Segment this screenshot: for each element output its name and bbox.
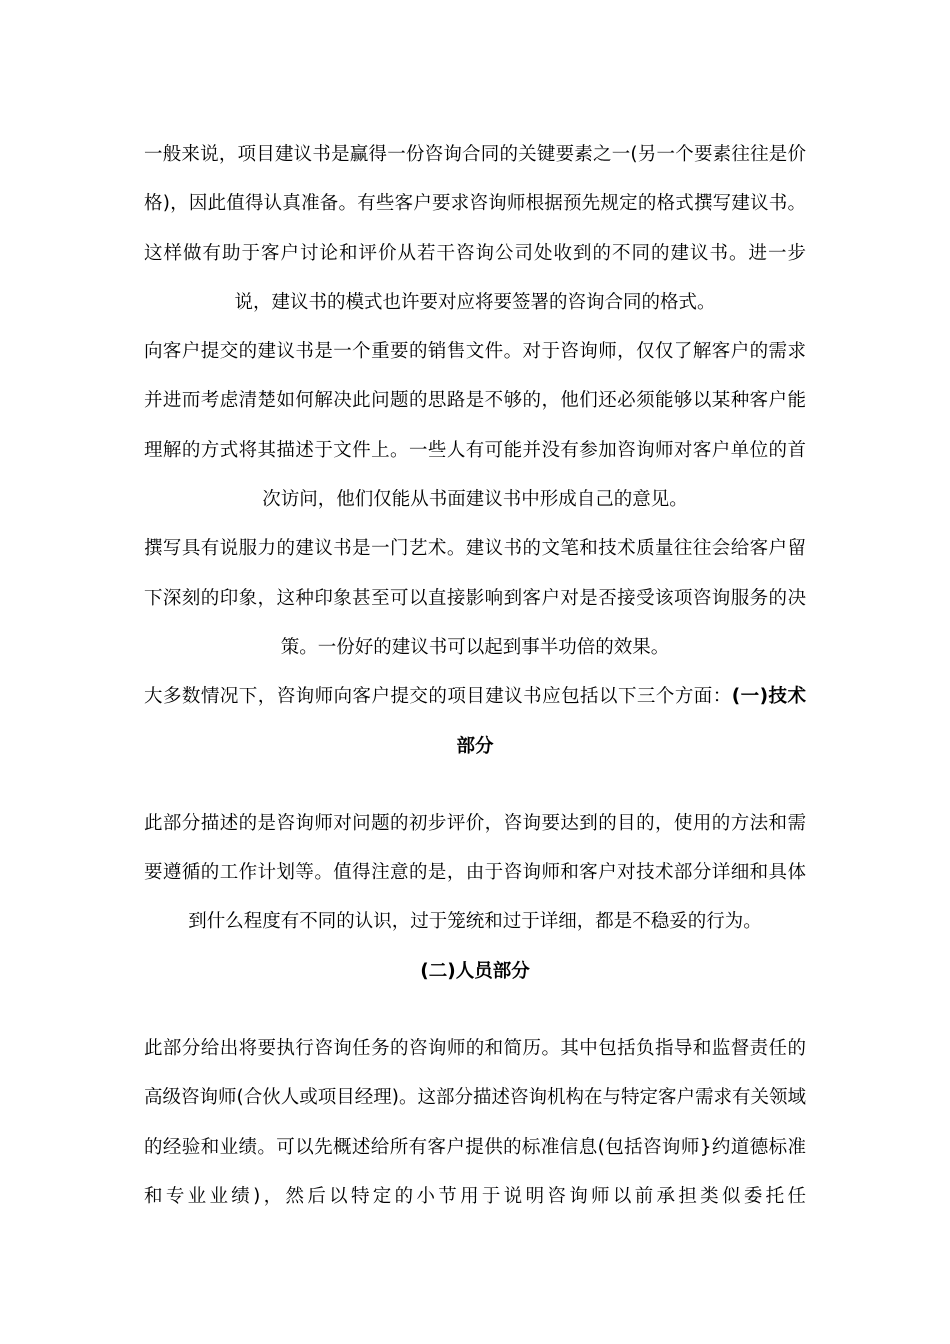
paragraph-personnel-description: 此部分给出将要执行咨询任务的咨询师的和简历。其中包括负指导和监督责任的高级咨询师(合伙人或项目经理)。这部分描述咨询机构在与特定客户需求有关领域的经验和业绩。可以先概述给所有客户提供的标准信息(包括咨询师}约道德标准和专业业绩)，然后以特定的小节用于说明咨询师以前承担类似委托任 (144, 1038, 806, 1207)
heading-personnel-part: (二)人员部分 (420, 960, 530, 982)
paragraph-persuasive-writing: 撰写具有说服力的建议书是一门艺术。建议书的文笔和技术质量往往会给客户留下深刻的印象，这种印象甚至可以直接影响到客户对是否接受该项咨询服务的决策。一份好的建议书可以起到事半功倍的效果。 (144, 538, 806, 658)
spacer (0, 996, 950, 1024)
heading-technical-part: (一)技术部分 (456, 686, 806, 757)
spacer (0, 771, 950, 799)
paragraph-technical-description: 此部分描述的是咨询师对问题的初步评价，咨询要达到的目的，使用的方法和需要遵循的工作计划等。值得注意的是，由于咨询师和客户对技术部分详细和具体到什么程度有不同的认识，过于笼统和过于详细，都是不稳妥的行为。 (144, 812, 806, 933)
paragraph-intro: 一般来说，项目建议书是赢得一份咨询合同的关键要素之一(另一个要素往往是价格)，因此值得认真准备。有些客户要求咨询师根据预先规定的格式撰写建议书。这样做有助于客户讨论和评价从若干咨询公司处收到的不同的建议书。进一步说，建议书的模式也许要对应将要签署的咨询合同的格式。 (144, 144, 806, 313)
paragraph-three-aspects (144, 672, 806, 771)
paragraph-sales-document: 向客户提交的建议书是一个重要的销售文件。对于咨询师，仅仅了解客户的需求并进而考虑清楚如何解决此问题的思路是不够的，他们还必须能够以某种客户能理解的方式将其描述于文件上。一些人有可能并没有参加咨询师对客户单位的首次访问，他们仅能从书面建议书中形成自己的意见。 (144, 341, 806, 511)
three-aspects-text: 大多数情况下，咨询师向客户提交的项目建议书应包括以下三个方面： (144, 686, 732, 708)
